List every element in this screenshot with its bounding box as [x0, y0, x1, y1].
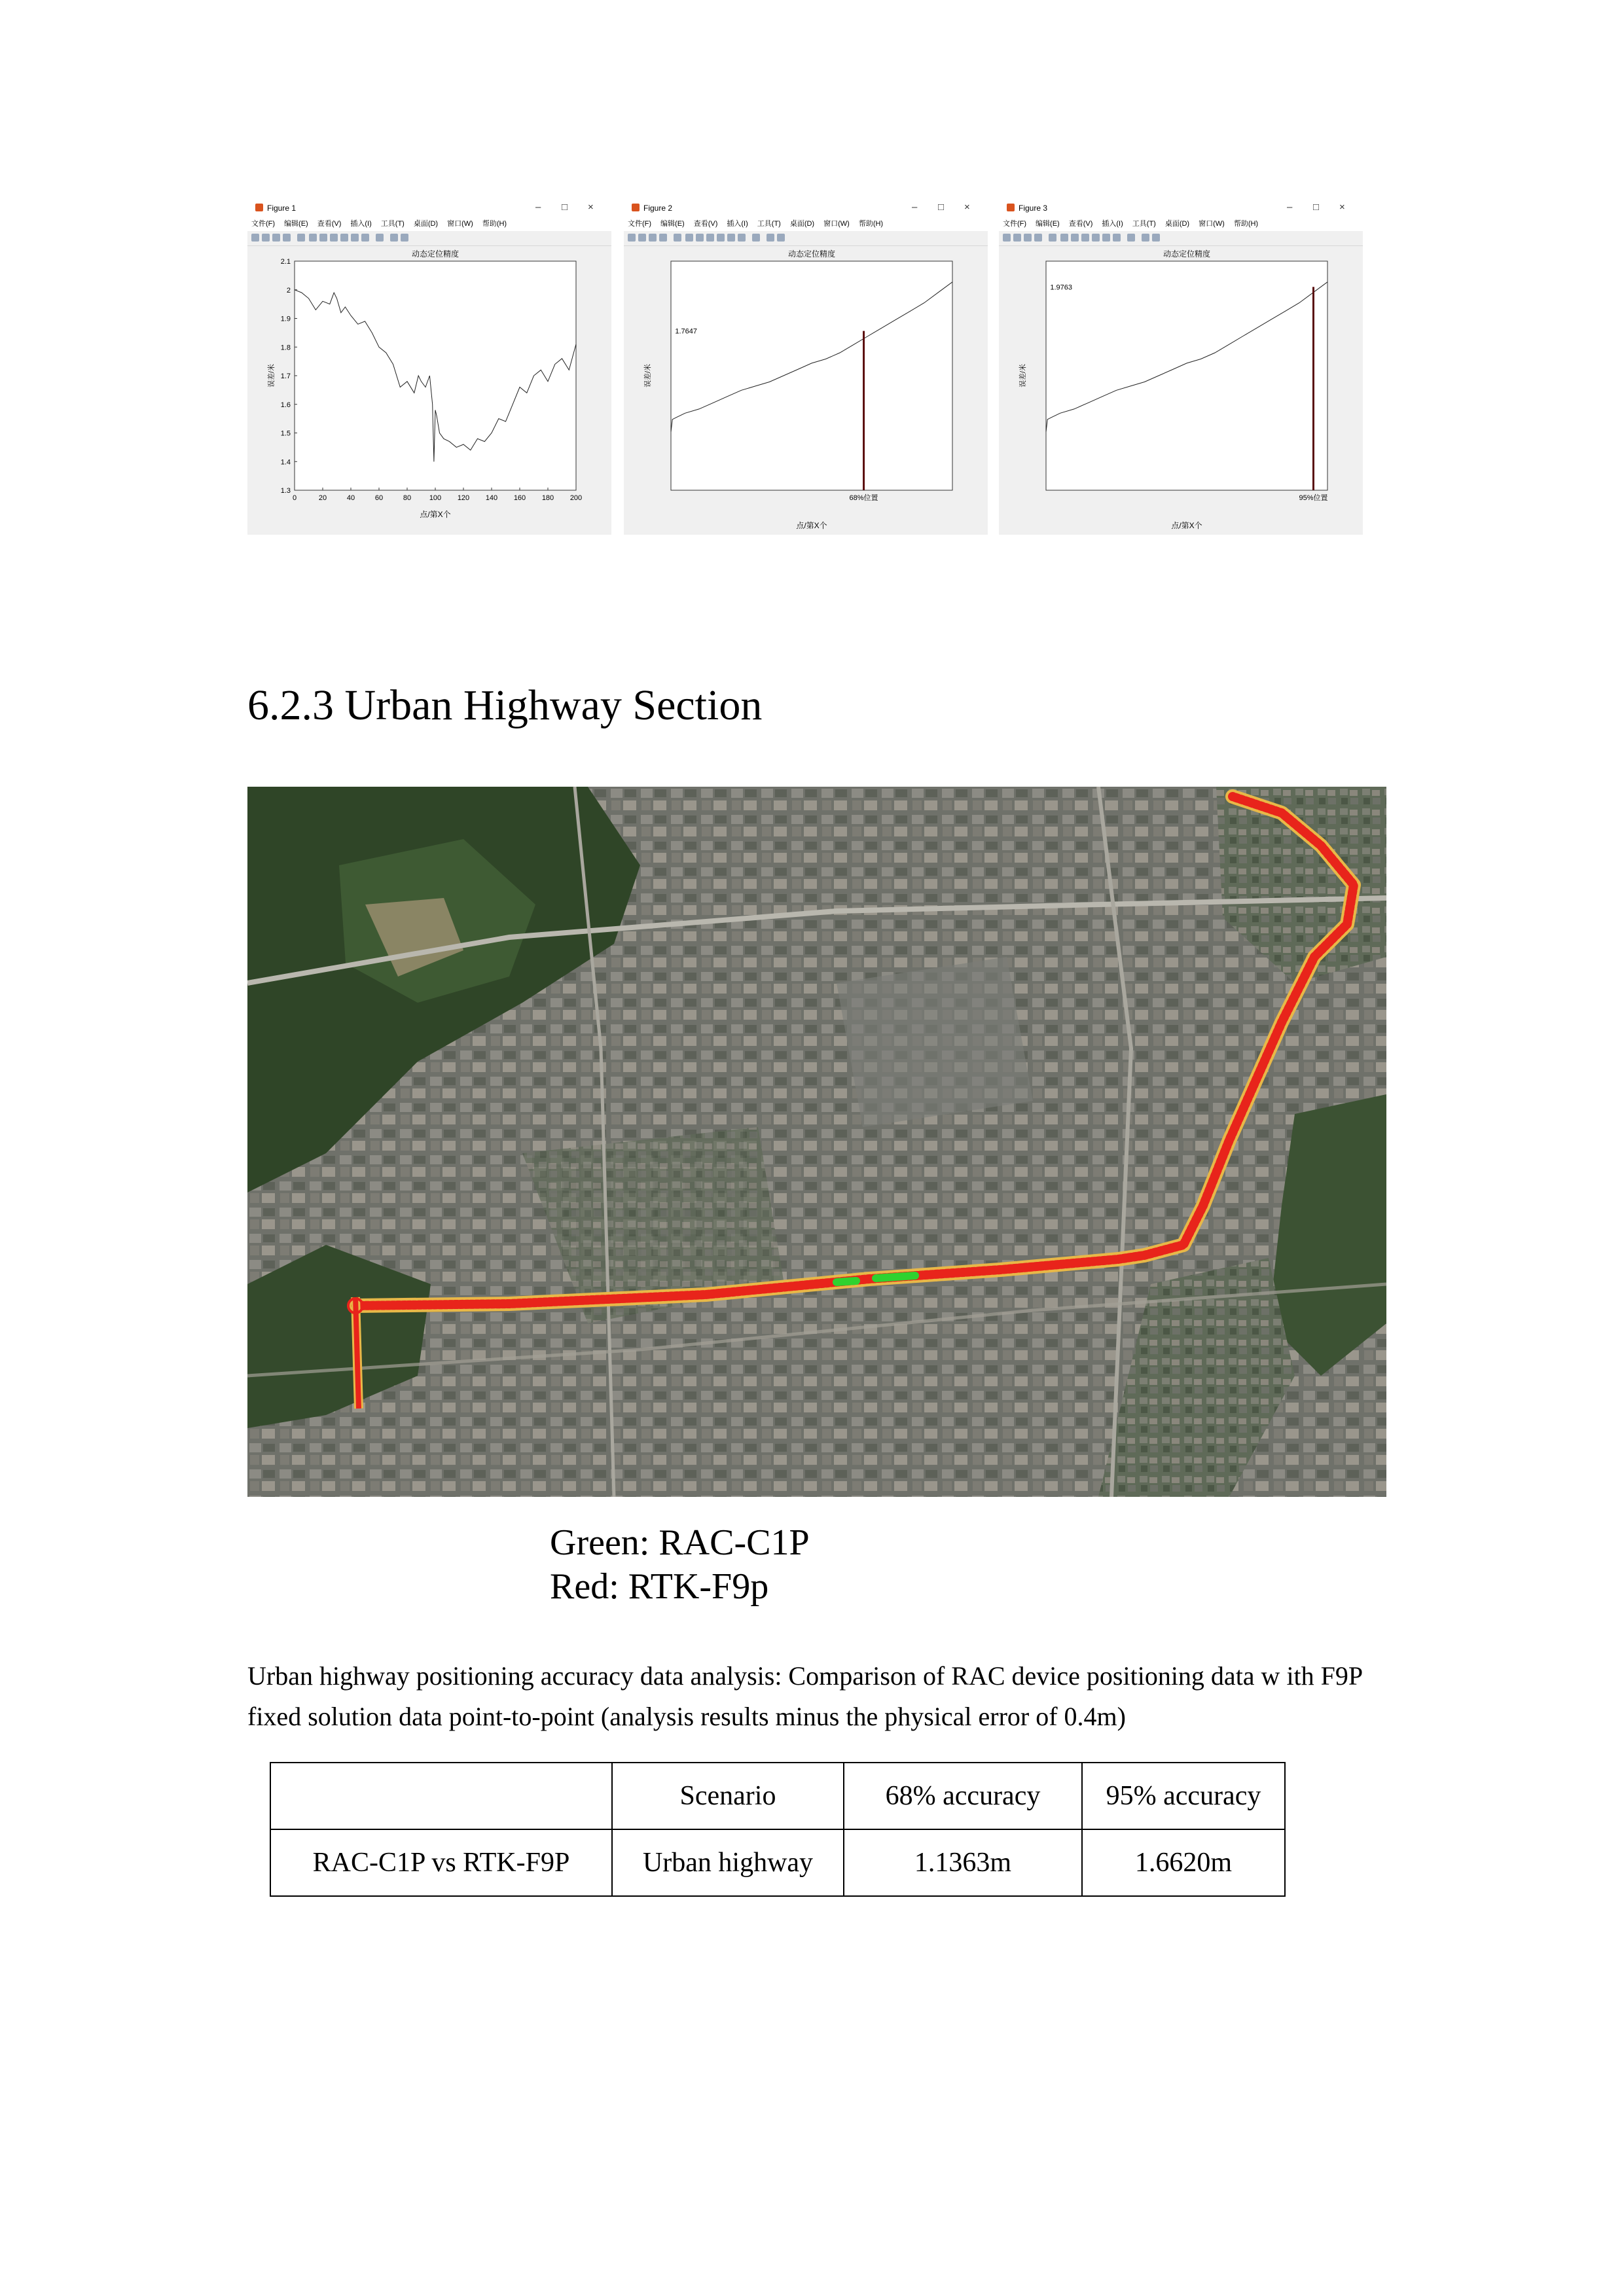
zoom-out-icon[interactable] — [696, 234, 704, 242]
zoom-out-icon[interactable] — [1071, 234, 1079, 242]
menu-tools[interactable]: 工具(T) — [380, 220, 405, 228]
menu-tools[interactable]: 工具(T) — [757, 220, 781, 228]
menu-insert[interactable]: 插入(I) — [1102, 220, 1123, 228]
menu-insert[interactable]: 插入(I) — [727, 220, 748, 228]
close-icon[interactable]: × — [964, 202, 970, 213]
colorbar-icon[interactable] — [767, 234, 774, 242]
x-tick-label: 20 — [318, 494, 327, 502]
matlab-icon — [255, 204, 263, 211]
brush-icon[interactable] — [361, 234, 369, 242]
section-heading: 6.2.3 Urban Highway Section — [247, 681, 763, 729]
figure-menu-bar — [624, 217, 988, 231]
y-tick-label: 1.7 — [280, 372, 291, 380]
open-icon[interactable] — [262, 234, 270, 242]
figure-canvas — [247, 247, 611, 535]
matlab-icon — [632, 204, 640, 211]
table-header-row — [270, 1763, 1285, 1829]
maximize-icon[interactable]: □ — [1313, 202, 1320, 213]
x-tick-label: 80 — [403, 494, 412, 502]
x-tick-label: 95%位置 — [1299, 494, 1328, 502]
minimize-icon[interactable]: – — [1287, 202, 1293, 213]
table-header-cell: 95% accuracy — [1082, 1763, 1285, 1829]
chart-figure-2 — [624, 247, 988, 535]
pan-icon[interactable] — [706, 234, 714, 242]
close-icon[interactable]: × — [1339, 202, 1345, 213]
figure-canvas — [624, 247, 988, 535]
minimize-icon[interactable]: – — [535, 202, 541, 213]
table-cell: 1.6620m — [1082, 1829, 1285, 1896]
figure-toolbar — [999, 231, 1363, 246]
rotate-icon[interactable] — [717, 234, 725, 242]
y-tick-label: 1.7647 — [675, 327, 697, 336]
chart-figure-1 — [247, 247, 611, 535]
legend-red: Red: RTK-F9p — [550, 1566, 769, 1607]
y-tick-label: 1.8 — [280, 344, 291, 352]
accuracy-table — [270, 1762, 1286, 1897]
menu-view[interactable]: 查看(V) — [1068, 220, 1093, 228]
figure-window-2 — [624, 200, 988, 535]
figure-title-bar — [999, 200, 1363, 217]
figure-menu-bar — [999, 217, 1363, 231]
data-cursor-icon[interactable] — [1102, 234, 1110, 242]
figure-window-title: Figure 1 — [267, 204, 297, 213]
y-tick-label: 1.4 — [280, 458, 291, 467]
print-icon[interactable] — [659, 234, 667, 242]
menu-window[interactable]: 窗口(W) — [1199, 220, 1225, 228]
x-tick-label: 120 — [457, 494, 470, 502]
y-axis-label: 误差/米 — [644, 363, 652, 388]
menu-help[interactable]: 帮助(H) — [1233, 220, 1259, 228]
x-axis-label: 点/第X个 — [796, 521, 827, 530]
x-tick-label: 140 — [485, 494, 498, 502]
y-tick-label: 1.3 — [280, 487, 291, 495]
figure-canvas — [999, 247, 1363, 535]
menu-view[interactable]: 查看(V) — [317, 220, 342, 228]
brush-icon[interactable] — [738, 234, 746, 242]
menu-file[interactable]: 文件(F) — [1003, 220, 1027, 228]
figure-toolbar — [624, 231, 988, 246]
menu-desktop[interactable]: 桌面(D) — [789, 220, 815, 228]
table-row — [270, 1829, 1285, 1896]
rac-c1p-track — [876, 1276, 915, 1278]
menu-edit[interactable]: 编辑(E) — [284, 220, 308, 228]
x-tick-label: 100 — [429, 494, 442, 502]
satellite-map — [247, 787, 1386, 1497]
legend-icon[interactable] — [777, 234, 785, 242]
chart-figure-3 — [999, 247, 1363, 535]
figure-toolbar — [247, 231, 611, 246]
plot-axes-box — [671, 261, 952, 490]
pointer-icon[interactable] — [297, 234, 305, 242]
x-tick-label: 160 — [513, 494, 526, 502]
y-tick-label: 1.5 — [280, 429, 291, 438]
y-tick-label: 2 — [286, 286, 291, 295]
figure-title-bar — [624, 200, 988, 217]
y-tick-label: 1.9 — [280, 315, 291, 323]
x-tick-label: 60 — [374, 494, 384, 502]
figure-window-title: Figure 2 — [643, 204, 673, 213]
rotate-icon[interactable] — [1092, 234, 1100, 242]
close-icon[interactable]: × — [588, 202, 594, 213]
save-icon[interactable] — [1024, 234, 1032, 242]
plot-axes-box — [1046, 261, 1327, 490]
menu-desktop[interactable]: 桌面(D) — [413, 220, 439, 228]
maximize-icon[interactable]: □ — [938, 202, 945, 213]
data-cursor-icon[interactable] — [727, 234, 735, 242]
new-figure-icon[interactable] — [1003, 234, 1011, 242]
minimize-icon[interactable]: – — [912, 202, 918, 213]
figure-window-3 — [999, 200, 1363, 535]
new-figure-icon[interactable] — [628, 234, 636, 242]
x-tick-label: 0 — [292, 494, 297, 502]
menu-file[interactable]: 文件(F) — [251, 220, 276, 228]
satellite-map-image — [247, 787, 1386, 1497]
y-tick-label: 1.9763 — [1050, 283, 1072, 292]
x-tick-label: 68%位置 — [849, 494, 878, 502]
menu-help[interactable]: 帮助(H) — [858, 220, 884, 228]
y-tick-label: 2.1 — [280, 258, 291, 266]
matlab-icon — [1007, 204, 1015, 211]
y-axis-label: 误差/米 — [268, 363, 276, 388]
analysis-paragraph: Urban highway positioning accuracy data analysis: Comparison of RAC device positioning data w ith F9P fixed solution data point-to-point (analysis results minus the physical error of 0.4m) — [247, 1661, 1362, 1731]
data-cursor-icon[interactable] — [351, 234, 359, 242]
table-header-cell: Scenario — [612, 1763, 844, 1829]
x-tick-label: 200 — [569, 494, 583, 502]
rac-c1p-track — [837, 1281, 856, 1282]
plot-title: 动态定位精度 — [411, 249, 460, 259]
x-axis-label: 点/第X个 — [1171, 521, 1202, 530]
zoom-in-icon[interactable] — [1060, 234, 1068, 242]
x-axis-label: 点/第X个 — [420, 510, 451, 519]
menu-insert[interactable]: 插入(I) — [350, 220, 372, 228]
y-axis-label: 误差/米 — [1019, 363, 1027, 388]
link-plot-icon[interactable] — [376, 234, 384, 242]
table-cell: RAC-C1P vs RTK-F9P — [270, 1829, 612, 1896]
print-icon[interactable] — [283, 234, 291, 242]
figure-menu-bar — [247, 217, 611, 231]
figure-window-1 — [247, 200, 611, 535]
pan-icon[interactable] — [330, 234, 338, 242]
y-tick-label: 1.6 — [280, 401, 291, 409]
menu-desktop[interactable]: 桌面(D) — [1164, 220, 1190, 228]
zoom-out-icon[interactable] — [319, 234, 327, 242]
open-icon[interactable] — [1013, 234, 1021, 242]
x-tick-label: 40 — [346, 494, 355, 502]
figure-title-bar — [247, 200, 611, 217]
menu-edit[interactable]: 编辑(E) — [660, 220, 685, 228]
menu-edit[interactable]: 编辑(E) — [1036, 220, 1060, 228]
colorbar-icon[interactable] — [1142, 234, 1149, 242]
legend-icon[interactable] — [401, 234, 408, 242]
zoom-in-icon[interactable] — [685, 234, 693, 242]
save-icon[interactable] — [649, 234, 657, 242]
colorbar-icon[interactable] — [390, 234, 398, 242]
menu-tools[interactable]: 工具(T) — [1132, 220, 1156, 228]
legend-green: Green: RAC-C1P — [550, 1522, 810, 1563]
plot-title: 动态定位精度 — [787, 249, 836, 259]
menu-window[interactable]: 窗口(W) — [823, 220, 850, 228]
save-icon[interactable] — [272, 234, 280, 242]
table-header-cell: 68% accuracy — [844, 1763, 1082, 1829]
maximize-icon[interactable]: □ — [562, 202, 568, 213]
print-icon[interactable] — [1034, 234, 1042, 242]
menu-view[interactable]: 查看(V) — [693, 220, 718, 228]
legend-icon[interactable] — [1152, 234, 1160, 242]
open-icon[interactable] — [638, 234, 646, 242]
table-cell: Urban highway — [612, 1829, 844, 1896]
figure-window-title: Figure 3 — [1019, 204, 1048, 213]
table-header-cell — [270, 1763, 612, 1829]
pan-icon[interactable] — [1081, 234, 1089, 242]
new-figure-icon[interactable] — [251, 234, 259, 242]
table-cell: 1.1363m — [844, 1829, 1082, 1896]
zoom-in-icon[interactable] — [309, 234, 317, 242]
menu-window[interactable]: 窗口(W) — [447, 220, 473, 228]
menu-file[interactable]: 文件(F) — [628, 220, 652, 228]
brush-icon[interactable] — [1113, 234, 1121, 242]
menu-help[interactable]: 帮助(H) — [482, 220, 507, 228]
rotate-icon[interactable] — [340, 234, 348, 242]
x-tick-label: 180 — [541, 494, 554, 502]
pointer-icon[interactable] — [1049, 234, 1056, 242]
link-plot-icon[interactable] — [1127, 234, 1135, 242]
plot-title: 动态定位精度 — [1163, 249, 1211, 259]
link-plot-icon[interactable] — [752, 234, 760, 242]
pointer-icon[interactable] — [674, 234, 681, 242]
